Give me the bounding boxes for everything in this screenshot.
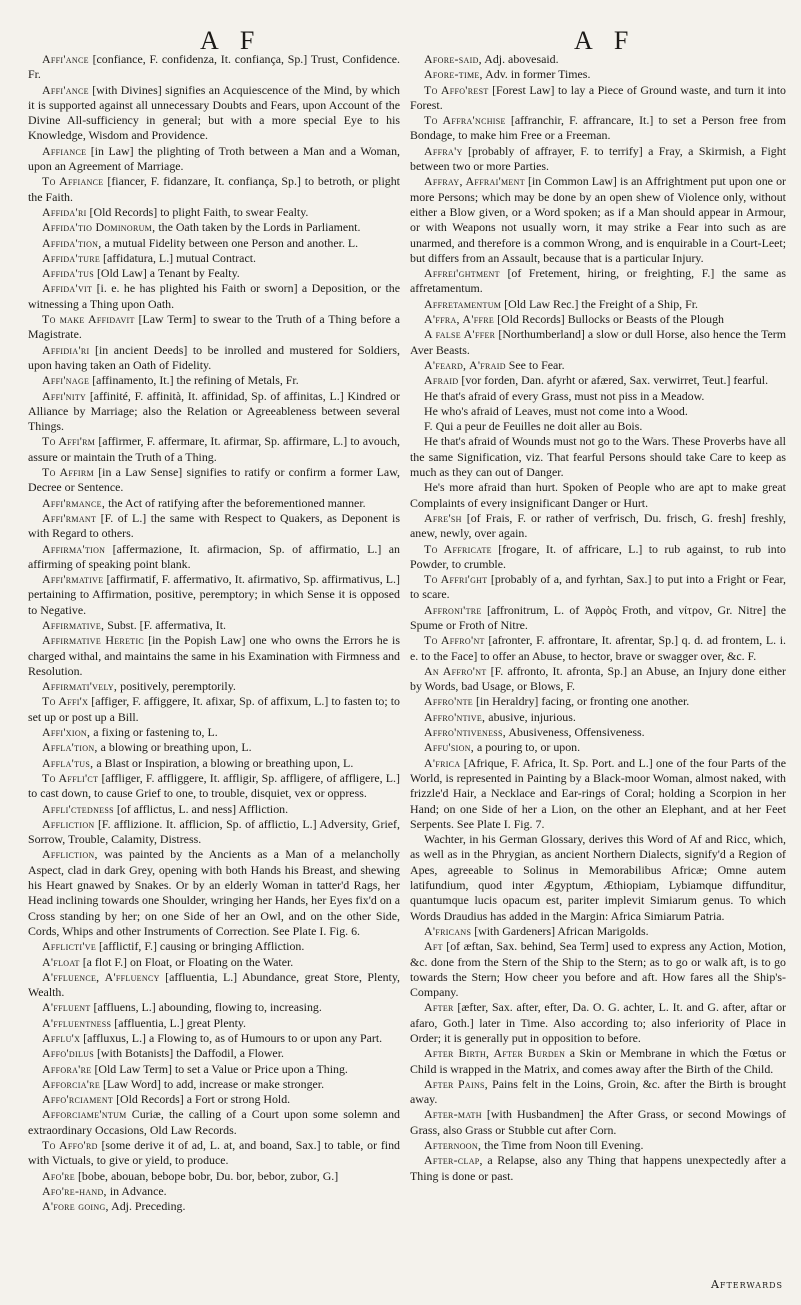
entry-headword: Affroni'tre (424, 602, 482, 617)
entry-headword: An Affro'nt (424, 663, 487, 678)
dictionary-entry (410, 542, 786, 573)
entry-definition: the Time from Noon till Evening. (484, 1138, 644, 1153)
entry-definition: [in a Law Sense] signifies to ratify or confirm a former Law, Decree or Sentence. (28, 465, 400, 495)
entry-headword: Afre'sh (424, 510, 462, 525)
entry-headword: A'feard, A'fraid (424, 357, 506, 372)
entry-definition: a Blast or Inspiration, a blowing or breathing upon, L. (96, 755, 354, 770)
dictionary-entry (410, 404, 786, 419)
entry-headword: Affi'ance (42, 82, 89, 97)
dictionary-entry (410, 480, 786, 511)
dictionary-entry (28, 496, 400, 511)
dictionary-entry (28, 373, 400, 388)
entry-definition: Pains felt in the Loins, Groin, &c. after the Birth is brought away. (410, 1076, 786, 1107)
dictionary-entry (28, 679, 400, 694)
dictionary-entry (28, 434, 400, 465)
entry-headword: Afore-said, (424, 52, 482, 66)
entry-headword: Affora're (42, 1061, 92, 1076)
entry-definition: Subst. [F. affermativa, It. (107, 617, 226, 632)
entry-definition: [probably of affrayer, F. to terrify] a Fray, a Skirmish, a Fight between two or more Parties. (410, 143, 786, 174)
dictionary-entry (28, 1077, 400, 1092)
entry-headword: Affliction (42, 816, 95, 831)
entry-definition: [Old Records] Bullocks or Beasts of the Plough (497, 312, 724, 327)
entry-definition: [Afrique, F. Africa, It. Sp. Port. and L.] one of the four Parts of the World, is represented in Painting by a Black-moor Woman, almost naked, with frizzle'd Hair, a Necklace and Ear-rings of Coral; holding a Scorpion in her Hand; on one Side of her a Lion, on the other an Elephant, and at her Feet Serpents. See Plate I. Fig. 7. (410, 755, 786, 831)
entry-definition: [affiger, F. affiggere, It. afixar, Sp. of affixum, L.] to fasten to; to set up or post up a Bill. (28, 694, 400, 724)
entry-headword: Afore-time, (424, 67, 483, 82)
entry-definition: [probably of a, and fyrhtan, Sax.] to put into a Fright or Fear, to scare. (410, 572, 786, 602)
dictionary-entry (410, 327, 786, 358)
dictionary-entry (28, 802, 400, 817)
entry-definition: He's more afraid than hurt. Spoken of People who are apt to make great Complaints of every insignificant Danger or Hurt. (410, 480, 786, 510)
dictionary-entry (28, 251, 400, 266)
dictionary-entry (410, 740, 786, 755)
entry-definition: [vor forden, Dan. afyrht or afæred, Sax. verwirret, Teut.] fearful. (461, 373, 769, 388)
dictionary-entry (410, 1107, 786, 1138)
entry-headword: To Affli'ct (42, 770, 99, 785)
entry-headword: After-clap, (424, 1153, 483, 1168)
entry-definition: Adj. abovesaid. (484, 52, 559, 66)
entry-definition: [F. afflizione. It. afflicion, Sp. of afflictio, L.] Adversity, Grief, Sorrow, Trouble, Calamity, Distress. (28, 816, 400, 847)
entry-headword: Affirmative, (42, 617, 105, 632)
entry-definition: [of æftan, Sax. behind, Sea Term] used to express any Action, Motion, &c. done from the Stern of the Ship to the Stern; as to go or walk aft, is to go towards the Stern; How cheer you before and aft. How fares all the Ship's-Company. (410, 939, 786, 1000)
entry-headword: A'fore going, (42, 1199, 109, 1214)
entry-headword: Affi'nage (42, 373, 90, 388)
dictionary-entry (28, 740, 400, 755)
entry-definition: [in Law] the plighting of Troth between a Man and a Woman, upon an Agreement of Marriage. (28, 143, 400, 174)
dictionary-entry (28, 1199, 400, 1214)
entry-headword: Affo'dilus (42, 1046, 94, 1061)
entry-headword: Affirma'tion (42, 541, 106, 556)
entry-definition: [of Frais, F. or rather of verfrisch, Du. frisch, G. fresh] freshly, anew, newly, over again. (410, 510, 786, 541)
entry-headword: To Affri'ght (424, 572, 488, 587)
entry-definition: [affidatura, L.] mutual Contract. (103, 250, 257, 265)
entry-headword: Affli'ctedness (42, 801, 114, 816)
entry-definition: [in ancient Deeds] to be inrolled and mustered for Soldiers, upon having taken an Oath of Fidelity. (28, 342, 400, 372)
dictionary-entry (28, 174, 400, 205)
entry-headword: Affi'rmative (42, 572, 104, 587)
entry-headword: To make Affidavit (42, 312, 135, 327)
entry-definition: [affirmer, F. affermare, It. afirmar, Sp. affirmare, L.] to avouch, assure or maintain the Truth of a Thing. (28, 434, 400, 464)
entry-definition: [with Divines] signifies an Acquiescence of the Mind, by which it is supported against all unnecessary Doubts and Fears, upon Account of the Divine All-sufficiency in general; but with a more special Eye to his Knowledge, Wisdom and Providence. (28, 82, 400, 143)
entry-headword: To Affra'nchise (424, 113, 506, 128)
entry-definition: [affronitrum, L. of Ἀφρὸς Froth, and νίτρον, Gr. Nitre] the Spume or Froth of Nitre. (410, 602, 786, 632)
dictionary-entry (410, 756, 786, 832)
dictionary-entry (28, 312, 400, 343)
entry-headword: Affida'tus (42, 266, 94, 281)
entry-headword: Affro'nte (424, 694, 473, 709)
entry-definition: [Old Records] to plight Faith, to swear Fealty. (89, 204, 309, 219)
entry-headword: Affliction, (42, 847, 98, 862)
entry-definition: F. Qui a peur de Feuilles ne doit aller au Bois. (424, 419, 643, 434)
entry-definition: [affranchir, F. affrancare, It.] to set a Person free from Bondage, to make him Free or a Freeman. (410, 113, 786, 143)
entry-definition: [affermazione, It. afirmacion, Sp. of affirmatio, L.] an affirming of speaking point blank. (28, 541, 400, 571)
entry-definition: a blowing or breathing upon, L. (100, 740, 252, 755)
entry-headword: Affidia'ri (42, 342, 90, 357)
entry-headword: A'ffra, A'ffre (424, 312, 495, 327)
dictionary-entry (410, 694, 786, 709)
entry-definition: Wachter, in his German Glossary, derives this Word of Af and Ricc, which, as well as in the Phrygian, as ancient Northern Dialects, signify'd a Region of Apes, agreeable to Solinus in Memorabilibus Africæ; Omne autem latifundium, quod inter Ægyptum, Æthiopiam, Lybiamque diffunditur, quantumque lucis opacum est, pariter implevit Simiarum genus. To which Words Draudius has added in the Margin: Africa Simiarum Patria. (410, 832, 786, 923)
entry-headword: A'ffluence, A'ffluency (42, 969, 160, 984)
entry-headword: Affi'xion, (42, 725, 91, 740)
entry-headword: A'ffluent (42, 1000, 91, 1015)
dictionary-entry (410, 144, 786, 175)
dictionary-entry (28, 970, 400, 1001)
entry-headword: To Affi'rm (42, 434, 96, 449)
entry-headword: Afflu'x (42, 1031, 81, 1045)
entry-definition: [in Common Law] is an Affrightment put upon one or more Persons; which may be done by an open shew of Violence only, without either a Blow given, or a Word spoken; as if a Man should appear in Armour, or with Weapons not usually worn, it may strike a Fear into such as are unarmed, and therefore is a common Wrong, and is enquirable in a Court-Leet; but differs from an Assault, because that is a particular Injury. (410, 174, 786, 265)
left-column (28, 52, 400, 1292)
entry-headword: Affida'vit (42, 281, 93, 296)
dictionary-entry (410, 113, 786, 144)
dictionary-entry (28, 817, 400, 848)
entry-headword: To Affricate (424, 541, 492, 556)
dictionary-entry (410, 924, 786, 939)
entry-headword: Affray, Affrai'ment (424, 174, 525, 189)
dictionary-entry (28, 955, 400, 970)
entry-definition: Abusiveness, Offensiveness. (508, 725, 645, 740)
dictionary-entry (28, 83, 400, 144)
entry-definition: [of Fretement, hiring, or freighting, F.] the same as affretamentum. (410, 266, 786, 296)
dictionary-entry (28, 1092, 400, 1107)
entry-definition: [some derive it of ad, L. at, and boand, Sax.] to table, or find with Victuals, to give or yield, to produce. (28, 1138, 400, 1168)
entry-definition: He that's afraid of Wounds must not go to the Wars. These Proverbs have all the same Signification, viz. That fearful Persons should take Care to keep as much as they can out of Danger. (410, 434, 786, 480)
entry-headword: Affi'rmance, (42, 495, 106, 510)
entry-definition: [i. e. he has plighted his Faith or sworn] a Deposition, or the witnessing a Thing upon Oath. (28, 281, 400, 311)
entry-headword: After Pains, (424, 1076, 489, 1091)
dictionary-entry (28, 389, 400, 435)
dictionary-entry (410, 633, 786, 664)
entry-definition: [F. affronto, It. afronta, Sp.] an Abuse, an Injury done either by Words, bad Usage, or Blows, F. (410, 663, 786, 694)
dictionary-entry (28, 572, 400, 618)
dictionary-entry (28, 1031, 400, 1046)
entry-definition: [afflictif, F.] causing or bringing Affliction. (99, 939, 305, 954)
entry-headword: Affu'sion, (424, 740, 475, 755)
entry-definition: [affluens, L.] abounding, flowing to, increasing. (93, 1000, 322, 1015)
dictionary-entry (410, 373, 786, 388)
dictionary-entry (410, 297, 786, 312)
entry-headword: Aft (424, 939, 443, 954)
dictionary-entry (410, 358, 786, 373)
entry-definition: [with Husbandmen] the After Grass, or second Mowings of Grass, also Grass or Stubble cut after Corn. (410, 1107, 786, 1137)
dictionary-entry (28, 633, 400, 679)
entry-headword: To Affo'rd (42, 1138, 98, 1153)
header-left: A F (200, 26, 263, 55)
dictionary-entry (410, 511, 786, 542)
dictionary-entry (28, 771, 400, 802)
dictionary-entry (410, 434, 786, 480)
dictionary-entry (28, 511, 400, 542)
entry-headword: Affi'rmant (42, 510, 97, 525)
entry-headword: Afternoon, (424, 1138, 482, 1153)
dictionary-entry (410, 1077, 786, 1108)
entry-definition: [Law Word] to add, increase or make stronger. (103, 1076, 325, 1091)
dictionary-entry (28, 266, 400, 281)
entry-headword: Affro'ntiveness, (424, 725, 507, 740)
dictionary-entry (410, 83, 786, 114)
dictionary-entry (28, 618, 400, 633)
entry-definition: [affluxus, L.] a Flowing to, as of Humours to or upon any Part. (83, 1031, 383, 1045)
dictionary-entry (410, 832, 786, 924)
dictionary-entry (410, 725, 786, 740)
entry-headword: Affla'tus, (42, 755, 94, 770)
entry-definition: [æfter, Sax. after, efter, Da. O. G. achter, L. It. and G. after, aftar or afaro, Goth.] later in Time. Also according to; also inferiority of Place in Order; it is generally put in opposition to before. (410, 1000, 786, 1045)
entry-definition: [affinamento, It.] the refining of Metals, Fr. (92, 373, 299, 388)
entry-headword: Afo're-hand, (42, 1183, 107, 1198)
entry-definition: Adj. Preceding. (111, 1199, 186, 1214)
dictionary-entry (410, 419, 786, 434)
entry-definition: [affluentia, L.] Abundance, great Store, Plenty, Wealth. (28, 969, 400, 1000)
dictionary-entry (410, 52, 786, 67)
entry-headword: Affida'ture (42, 250, 101, 265)
entry-definition: [with Botanists] the Daffodil, a Flower. (96, 1046, 284, 1061)
entry-definition: [affliger, F. affliggere, It. affligir, Sp. affligere, of affligere, L.] to cast down, to cause Grief to one, to trouble, disquiet, vex or oppress. (28, 770, 400, 801)
entry-headword: Affi'nity (42, 388, 87, 403)
dictionary-entry (28, 52, 400, 83)
entry-definition: positively, peremptorily. (120, 679, 236, 694)
entry-headword: To Affi'x (42, 694, 89, 709)
entry-headword: A'ffluentness (42, 1015, 112, 1030)
dictionary-entry (410, 67, 786, 82)
entry-definition: [F. of L.] the same with Respect to Quakers, as Deponent is with Regard to others. (28, 510, 400, 541)
dictionary-entry (410, 1000, 786, 1046)
entry-definition: the Oath taken by the Lords in Parliament. (158, 220, 361, 235)
entry-definition: [with Gardeners] African Marigolds. (474, 923, 649, 938)
dictionary-entry (28, 236, 400, 251)
entry-definition: a pouring to, or upon. (477, 740, 581, 755)
entry-headword: To Affro'nt (424, 633, 485, 648)
entry-headword: Affi'ance (42, 52, 89, 66)
entry-headword: Affretamentum (424, 296, 502, 311)
entry-definition: [a flot F.] on Float, or Floating on the Water. (82, 954, 294, 969)
dictionary-entry (28, 205, 400, 220)
entry-definition: a fixing or fastening to, L. (93, 725, 218, 740)
header-right: A F (574, 26, 637, 55)
entry-definition: was painted by the Ancients as a Man of a melancholly Aspect, clad in dark Grey, opening with both Hands his Breast, and shewing his Heart gnawed by Snakes. Or by an elderly Woman in tatter'd Rags, her Head inclining towards one Shoulder, wringing her Hands, her Eyes fix'd on a Cross standing by her; on one Side of her an Owl, and on the other Side, Cords, Whips and other Instruments of Correction. See Plate I. Fig. 6. (28, 847, 400, 938)
entry-definition: See to Fear. (508, 357, 565, 372)
dictionary-entry (410, 1046, 786, 1077)
entry-headword: Affra'y (424, 143, 463, 158)
dictionary-entry (28, 1169, 400, 1184)
dictionary-entry (28, 756, 400, 771)
entry-definition: [Old Law Rec.] the Freight of a Ship, Fr. (504, 296, 699, 311)
entry-headword: Afflicti've (42, 939, 97, 954)
dictionary-entry (28, 939, 400, 954)
entry-headword: A'frica (424, 755, 461, 770)
entry-headword: After Birth, After Burden (424, 1046, 566, 1061)
entry-headword: Affida'tio Dominorum, (42, 220, 156, 235)
entry-definition: Curiæ, the calling of a Court upon some solemn and extraordinary Occasions, Old Law Records. (28, 1107, 400, 1137)
dictionary-entry (410, 312, 786, 327)
entry-definition: Adv. in former Times. (485, 67, 591, 82)
dictionary-entry (28, 1107, 400, 1138)
entry-definition: in Advance. (109, 1183, 167, 1198)
entry-headword: Affo'rciament (42, 1092, 114, 1107)
entry-definition: abusive, injurious. (488, 709, 576, 724)
entry-headword: Affida'ri (42, 204, 87, 219)
entry-headword: Afforcia're (42, 1076, 101, 1091)
entry-definition: [fiancer, F. fidanzare, It. confiança, Sp.] to betroth, or plight the Faith. (28, 174, 400, 204)
dictionary-entry (28, 1062, 400, 1077)
entry-headword: A'fricans (424, 923, 472, 938)
entry-definition: [Northumberland] a slow or dull Horse, also hence the Term Aver Beasts. (410, 327, 786, 357)
entry-definition: [affluentia, L.] great Plenty. (114, 1015, 247, 1030)
entry-definition: [confiance, F. confidenza, It. confiança, Sp.] Trust, Confidence. Fr. (28, 52, 400, 82)
dictionary-entry (28, 1046, 400, 1061)
entry-headword: Afraid (424, 373, 459, 388)
entry-definition: a Relapse, also any Thing that happens unexpectedly after a Thing is done or past. (410, 1153, 786, 1183)
entry-headword: To Affo'rest (424, 82, 489, 97)
entry-headword: Affla'tion, (42, 740, 98, 755)
dictionary-entry (28, 144, 400, 175)
dictionary-entry (28, 343, 400, 374)
dictionary-entry (28, 465, 400, 496)
dictionary-entry (410, 389, 786, 404)
entry-definition: [Old Law] a Tenant by Fealty. (96, 266, 240, 281)
right-column (410, 52, 786, 1292)
dictionary-entry (28, 694, 400, 725)
dictionary-entry (410, 664, 786, 695)
entry-definition: [afronter, F. affrontare, It. afrentar, Sp.] q. d. ad frontem, L. i. e. to the Face] to offer an Abuse, to hector, brave or swagger over, &c. F. (410, 633, 786, 663)
dictionary-entry (410, 710, 786, 725)
entry-headword: To Affirm (42, 465, 94, 480)
dictionary-entry (28, 1016, 400, 1031)
entry-definition: He who's afraid of Leaves, must not come into a Wood. (424, 403, 688, 418)
entry-headword: A false A'ffer (424, 327, 496, 342)
entry-definition: [Old Law Term] to set a Value or Price upon a Thing. (94, 1061, 348, 1076)
entry-headword: After (424, 1000, 454, 1015)
catchword: Afterwards (710, 1278, 783, 1291)
entry-definition: [in the Popish Law] one who owns the Errors he is charged withal, and maintains the same in his Examination with Firmness and Resolution. (28, 633, 400, 678)
dictionary-entry (28, 281, 400, 312)
entry-headword: Afo're (42, 1168, 75, 1183)
entry-headword: To Affiance (42, 174, 104, 189)
entry-definition: [Forest Law] to lay a Piece of Ground waste, and turn it into Forest. (410, 82, 786, 112)
dictionary-entry (28, 1138, 400, 1169)
dictionary-entry (410, 603, 786, 634)
entry-definition: the Act of ratifying after the beforementioned manner. (108, 495, 366, 510)
dictionary-entry (410, 1138, 786, 1153)
entry-headword: Afforciame'ntum (42, 1107, 127, 1122)
dictionary-entry (410, 1153, 786, 1184)
entry-headword: Affiance (42, 143, 87, 158)
dictionary-entry (410, 266, 786, 297)
dictionary-entry (28, 1000, 400, 1015)
entry-headword: Affida'tion, (42, 235, 102, 250)
entry-definition: He that's afraid of every Grass, must not piss in a Meadow. (424, 388, 705, 403)
entry-headword: A'float (42, 954, 80, 969)
dictionary-entry (28, 1184, 400, 1199)
entry-headword: Affirmative Heretic (42, 633, 145, 648)
entry-definition: [in Heraldry] facing, or fronting one another. (475, 694, 690, 709)
entry-headword: Affirmati'vely, (42, 679, 118, 694)
dictionary-entry (410, 572, 786, 603)
entry-definition: [bobe, abouan, bebope bobr, Du. bor, bebor, zubor, G.] (77, 1168, 339, 1183)
dictionary-entry (410, 939, 786, 1000)
dictionary-entry (410, 174, 786, 266)
entry-headword: Affrei'ghtment (424, 266, 500, 281)
entry-definition: a Skin or Membrane in which the Fœtus or Child is wrapped in the Matrix, and comes away after the Birth of the Child. (410, 1046, 786, 1076)
entry-definition: [affirmatif, F. affermativo, It. afirmativo, Sp. affirmativus, L.] pertaining to Affirmation, positive, peremptory; in which Sense it is opposed to Negative. (28, 572, 400, 617)
entry-definition: [affinité, F. affinità, It. affinidad, Sp. of affinitas, L.] Kindred or Alliance by Marriage; also the Relation or Agreeableness between several Things. (28, 388, 400, 434)
dictionary-entry (28, 725, 400, 740)
entry-definition: [Law Term] to swear to the Truth of a Thing before a Magistrate. (28, 312, 400, 342)
entry-definition: a mutual Fidelity between one Person and another. L. (104, 235, 359, 250)
entry-definition: [of afflictus, L. and ness] Affliction. (116, 801, 289, 816)
dictionary-entry (28, 542, 400, 573)
entry-headword: Affro'ntive, (424, 709, 486, 724)
entry-definition: [frogare, It. of affricare, L.] to rub against, to rub into Powder, to crumble. (410, 541, 786, 571)
entry-headword: After-math (424, 1107, 482, 1122)
entry-definition: [Old Records] a Fort or strong Hold. (116, 1092, 291, 1107)
dictionary-entry (28, 847, 400, 939)
dictionary-entry (28, 220, 400, 235)
